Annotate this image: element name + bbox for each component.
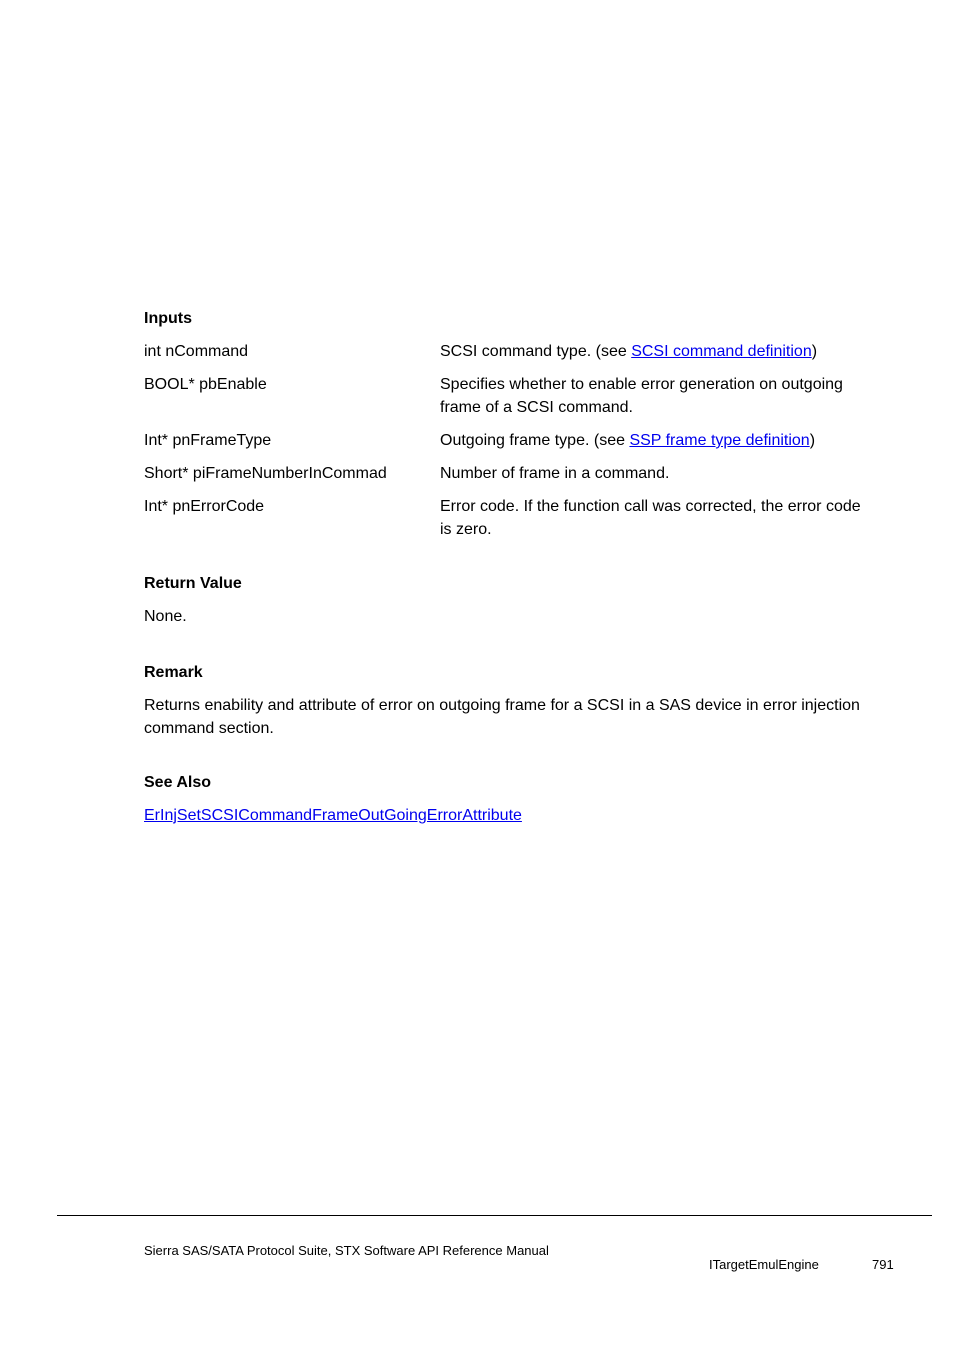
inputs-heading: Inputs	[144, 310, 192, 327]
return-value-section	[144, 573, 874, 628]
param-description-text: )	[809, 432, 816, 449]
param-name: Int* pnErrorCode	[144, 498, 265, 515]
param-description: Number of frame in a command.	[440, 465, 670, 482]
param-description: Specifies whether to enable error generation on outgoing frame of a SCSI command.	[440, 376, 843, 416]
remark-section	[144, 662, 874, 740]
param-description-text: Outgoing frame type. (see	[440, 432, 630, 449]
param-description-text: )	[811, 343, 818, 360]
param-row	[144, 340, 874, 363]
param-name: Int* pnFrameType	[144, 432, 272, 449]
param-row	[144, 495, 874, 541]
param-description: Error code. If the function call was corrected, the error code is zero.	[440, 498, 861, 538]
return-value-heading: Return Value	[144, 575, 242, 592]
param-description-text: SCSI command type. (see	[440, 343, 632, 360]
param-row	[144, 462, 874, 485]
param-name: Short* piFrameNumberInCommad	[144, 465, 387, 482]
remark-text: Returns enability and attribute of error on outgoing frame for a SCSI in a SAS device in error injection command section.	[144, 697, 860, 737]
see-also-section	[144, 772, 874, 827]
see-also-heading: See Also	[144, 774, 211, 791]
param-description	[440, 429, 874, 452]
param-description	[440, 340, 874, 363]
param-row	[144, 429, 874, 452]
document-body	[144, 308, 874, 827]
footer-manual-title: Sierra SAS/SATA Protocol Suite, STX Software API Reference Manual	[144, 1243, 549, 1258]
param-name: BOOL* pbEnable	[144, 376, 267, 393]
footer-section-name: ITargetEmulEngine	[709, 1257, 819, 1272]
return-value-text: None.	[144, 608, 187, 625]
ssp-frame-type-definition-link[interactable]: SSP frame type definition	[629, 432, 810, 449]
scsi-command-definition-link[interactable]: SCSI command definition	[631, 343, 812, 360]
remark-heading: Remark	[144, 664, 203, 681]
param-name: int nCommand	[144, 343, 249, 360]
footer-page-number: 791	[872, 1257, 894, 1272]
see-also-link[interactable]: ErInjSetSCSICommandFrameOutGoingErrorAttribute	[144, 807, 522, 824]
see-also-links	[144, 804, 874, 827]
footer-divider	[57, 1215, 932, 1216]
param-row	[144, 373, 874, 419]
